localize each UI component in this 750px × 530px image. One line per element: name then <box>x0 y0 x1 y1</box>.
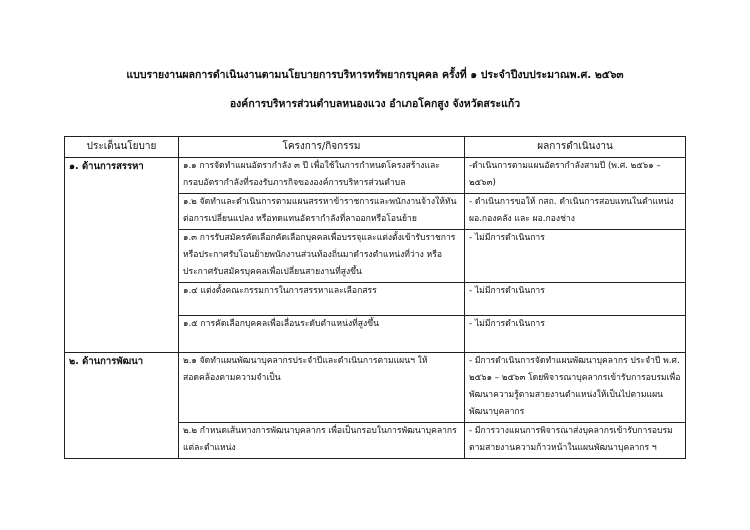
project-cell: ๑.๒ จัดทำและดำเนินการตามแผนสรรหาข้าราชการและพนักงานจ้างให้ทันต่อการเปลี่ยนแปลง หรือทดแทนอัตรากำลังที่ลาออกหรือโอนย้าย <box>179 194 465 230</box>
project-cell: ๒.๑ จัดทำแผนพัฒนาบุคลากรประจำปีและดำเนินการตามแผนฯ ให้สอดคล้องตามความจำเป็น <box>179 353 465 423</box>
organization-subtitle: องค์การบริหารส่วนตำบลหนองแวง อำเภอโคกสูง จังหวัดสระแก้ว <box>229 98 521 110</box>
result-cell: - มีการวางแผนการพิจารณาส่งบุคลากรเข้ารับการอบรมตามสายงานความก้าวหน้าในแผนพัฒนาบุคลากร ฯ <box>465 423 686 459</box>
project-cell: ๑.๕ การคัดเลือกบุคคลเพื่อเลื่อนระดับตำแหน่งที่สูงขึ้น <box>179 316 465 353</box>
result-cell: - ไม่มีการดำเนินการ <box>465 316 686 353</box>
policy-cell-recruitment: ๑. ด้านการสรรหา <box>65 158 179 353</box>
result-cell: -ดำเนินการตามแผนอัตรากำลังสามปี (พ.ศ. ๒๕๖๑ – ๒๕๖๓) <box>465 158 686 194</box>
table-row <box>65 158 686 194</box>
column-header-result: ผลการดำเนินงาน <box>465 137 686 158</box>
project-cell: ๒.๒ กำหนดเส้นทางการพัฒนาบุคลากร เพื่อเป็นกรอบในการพัฒนาบุคลากรแต่ละตำแหน่ง <box>179 423 465 459</box>
policy-cell-development: ๒. ด้านการพัฒนา <box>65 353 179 459</box>
table-header-row <box>65 137 686 158</box>
policy-report-table <box>64 136 686 459</box>
report-title: แบบรายงานผลการดำเนินงานตามนโยบายการบริหารทรัพยากรบุคคล ครั้งที่ ๑ ประจำปีงบประมาณพ.ศ. ๒๕๖๓ <box>126 69 624 81</box>
result-cell: - ดำเนินการขอให้ กสถ. ดำเนินการสอบแทนในตำแหน่ง ผอ.กองคลัง และ ผอ.กองช่าง <box>465 194 686 230</box>
column-header-policy: ประเด็นนโยบาย <box>65 137 179 158</box>
result-cell: - ไม่มีการดำเนินการ <box>465 283 686 316</box>
result-cell: - ไม่มีการดำเนินการ <box>465 230 686 283</box>
project-cell: ๑.๔ แต่งตั้งคณะกรรมการในการสรรหาและเลือกสรร <box>179 283 465 316</box>
project-cell: ๑.๓ การรับสมัครคัดเลือกคัดเลือกบุคคลเพื่อบรรจุและแต่งตั้งเข้ารับราชการหรือประกาศรับโอนย้ายพนักงานส่วนท้องถิ่นมาดำรงตำแหน่งที่ว่าง หรือประกาศรับสมัครบุคคลเพื่อเปลี่ยนสายงานที่สูงขึ้น <box>179 230 465 283</box>
table-row <box>65 353 686 423</box>
column-header-project: โครงการ/กิจกรรม <box>179 137 465 158</box>
result-cell: - มีการดำเนินการจัดทำแผนพัฒนาบุคลากร ประจำปี พ.ศ. ๒๕๖๑ – ๒๕๖๓ โดยพิจารณาบุคลากรเข้ารับการอบรมเพื่อพัฒนาความรู้ตามสายงานตำแหน่งให้เป็นไปตามแผนพัฒนาบุคลากร <box>465 353 686 423</box>
project-cell: ๑.๑ การจัดทำแผนอัตรากำลัง ๓ ปี เพื่อใช้ในการกำหนดโครงสร้างและกรอบอัตรากำลังที่รองรับภารกิจขององค์การบริหารส่วนตำบล <box>179 158 465 194</box>
